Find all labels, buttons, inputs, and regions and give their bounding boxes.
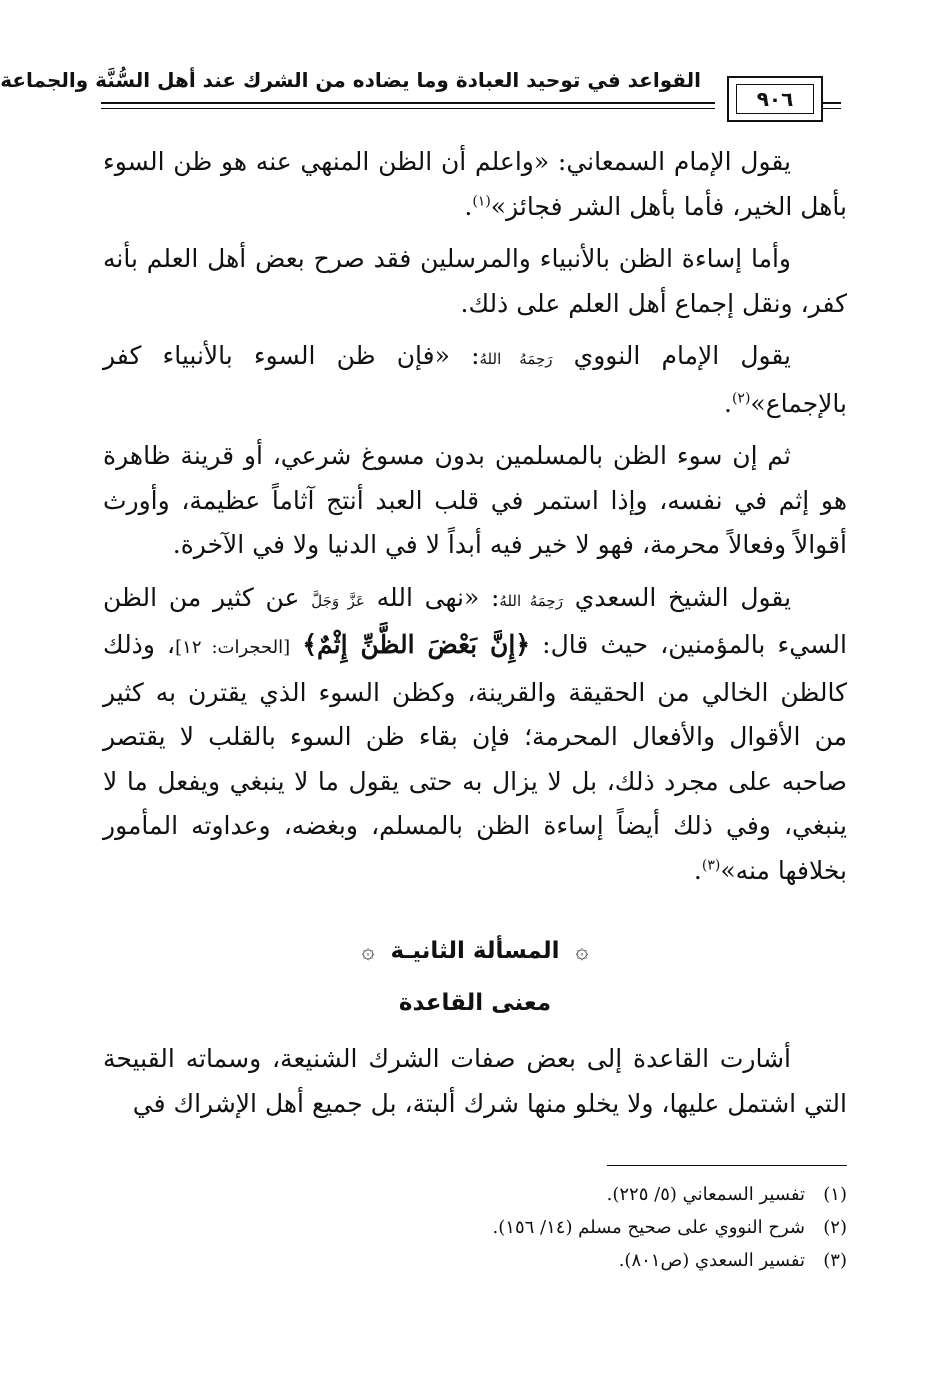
paragraph-end: .	[724, 388, 732, 418]
page-body	[103, 140, 847, 1126]
footnote-marker[interactable]: (٢)	[731, 390, 751, 407]
footnote-number: (١)	[823, 1184, 847, 1205]
paragraph-saadi-quote	[103, 576, 847, 894]
footnote-item	[103, 1244, 847, 1277]
paragraph-text: ، وذلك كالظن الخالي من الحقيقة والقرينة، وكظن السوء الذي يقترن به كثير من الأقوال والأفعال المحرمة؛ فإن بقاء ظن السوء بالقلب لا يقتصر صاحبه على مجرد ذلك، بل لا يزال به حتى يقول ما لا ينبغي ويفعل ما لا ينبغي، وفي ذلك أيضاً إساءة الظن بالمسلم، وبغضه، وعداوته المأمور بخلافها منه»	[103, 630, 847, 885]
paragraph-samani-quote	[103, 140, 847, 229]
paragraph-text: وأما إساءة الظن بالأنبياء والمرسلين فقد صرح بعض أهل العلم بأنه كفر، ونقل إجماع أهل العلم على ذلك.	[103, 244, 847, 318]
honorific-glyph: رَحِمَهُ اللهُ	[499, 591, 563, 610]
header-rule-right	[823, 102, 841, 109]
footnote-text: تفسير السعدي (ص٨٠١).	[618, 1250, 805, 1271]
footnote-item	[103, 1211, 847, 1244]
footnote-text: شرح النووي على صحيح مسلم (١٤/ ١٥٦).	[492, 1217, 805, 1238]
paragraph-suspicion	[103, 434, 847, 568]
footnote-text: تفسير السمعاني (٥/ ٢٢٥).	[606, 1184, 805, 1205]
honorific-glyph: عَزَّ وَجَلَّ	[311, 591, 365, 610]
paragraph-text: أشارت القاعدة إلى بعض صفات الشرك الشنيعة، وسماته القبيحة التي اشتمل عليها، ولا يخلو منها شرك ألبتة، بل جميع أهل الإشراك في	[103, 1044, 847, 1118]
running-header-title: القواعد في توحيد العبادة وما يضاده من الشرك عند أهل السُّنَّة والجماعة	[0, 68, 701, 92]
footnote-marker[interactable]: (١)	[472, 193, 491, 210]
honorific-glyph: رَحِمَهُ اللهُ	[479, 350, 553, 368]
section-heading	[103, 931, 847, 971]
header-rule	[101, 102, 715, 109]
section-title: المسألة الثانيـة	[390, 938, 560, 964]
paragraph-closing	[103, 1037, 847, 1126]
ornament-icon: ۞	[575, 939, 589, 964]
page-number: ٩٠٦	[736, 84, 814, 114]
paragraph-text: يقول الإمام السمعاني: «واعلم أن الظن المنهي عنه هو ظن السوء بأهل الخير، فأما بأهل الشر فجائز»	[103, 147, 847, 221]
footnote-marker[interactable]: (٣)	[701, 857, 721, 874]
paragraph-end: .	[693, 855, 702, 885]
section-subtitle: معنى القاعدة	[398, 990, 552, 1016]
footnote-separator	[607, 1165, 847, 1166]
footnote-item	[103, 1178, 847, 1211]
paragraph-prophets	[103, 237, 847, 326]
footnote-number: (٢)	[823, 1217, 847, 1238]
quran-verse: ﴿إِنَّ بَعْضَ الظَّنِّ إِثْمٌ﴾	[302, 630, 530, 659]
verse-reference: [الحجرات: ١٢]	[175, 637, 291, 658]
running-header	[0, 64, 849, 126]
paragraph-text: يقول الشيخ السعدي	[574, 582, 792, 612]
footnote-number: (٣)	[823, 1250, 847, 1271]
paragraph-text: ثم إن سوء الظن بالمسلمين بدون مسوغ شرعي، أو قرينة ظاهرة هو إثم في نفسه، وإذا استمر في قلب العبد أنتج آثاماً عظيمة، وأورث أقوالاً وفعالاً محرمة، فهو لا خير فيه أبداً لا في الدنيا ولا في الآخرة.	[103, 441, 847, 559]
footnotes	[103, 1178, 847, 1277]
paragraph-end: .	[464, 191, 473, 221]
paragraph-text: : «فإن ظن السوء بالأنبياء كفر بالإجماع»	[103, 341, 847, 418]
page-number-frame	[727, 76, 823, 122]
ornament-icon: ۞	[361, 939, 375, 964]
paragraph-text: عن كثير من الظن السيء بالمؤمنين، حيث قال:	[103, 582, 847, 659]
paragraph-text: يقول الإمام النووي	[573, 341, 792, 370]
paragraph-text: : «نهى الله	[376, 582, 500, 612]
paragraph-nawawi-quote	[103, 334, 847, 426]
